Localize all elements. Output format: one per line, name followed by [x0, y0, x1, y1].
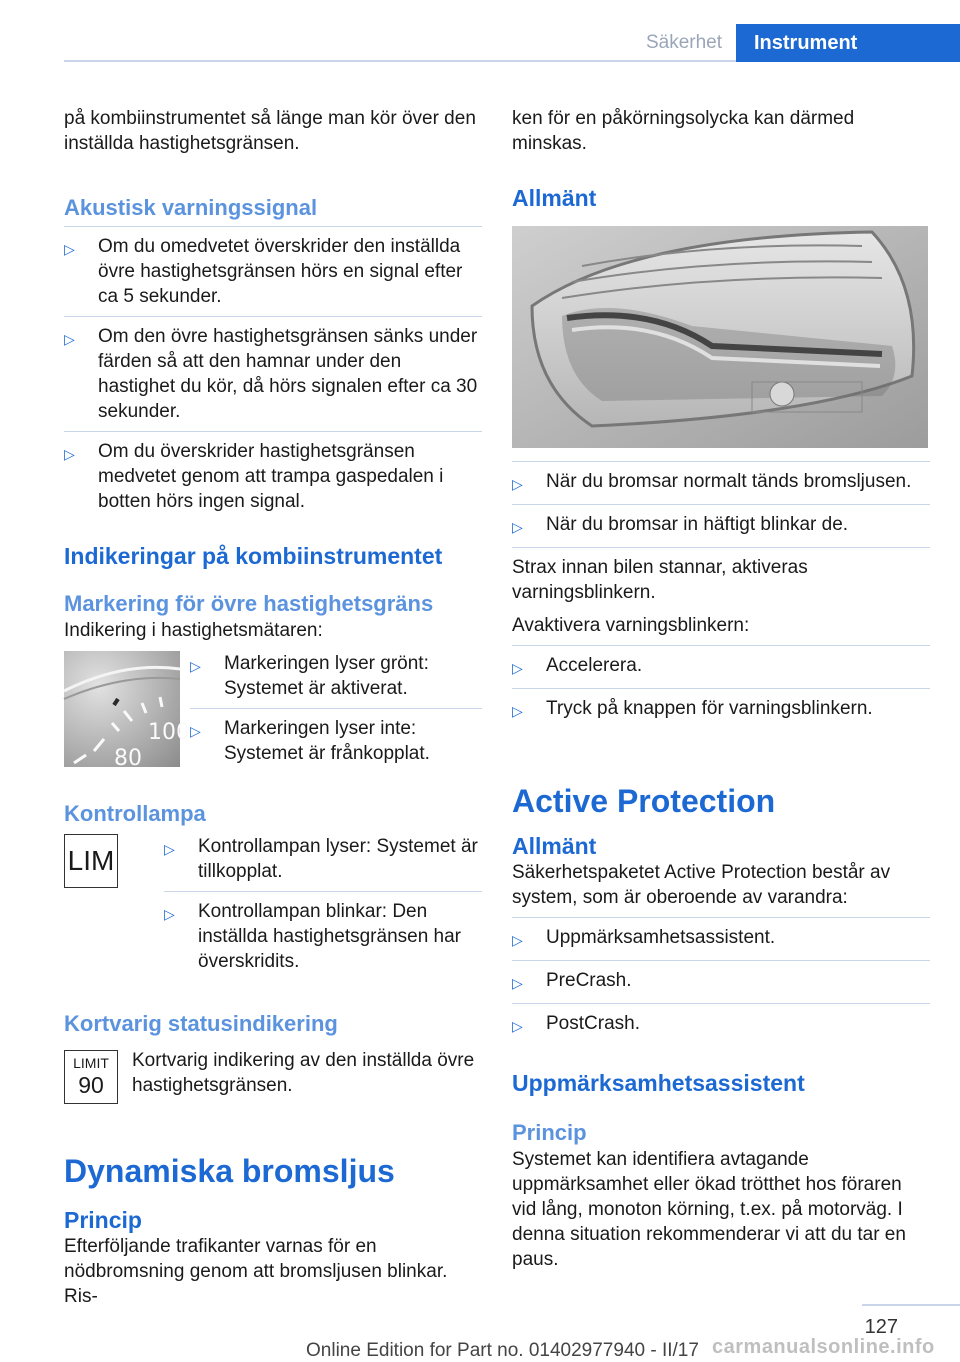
triangle-bullet-icon: ▷	[164, 841, 175, 857]
heading-allmant-2: Allmänt	[512, 833, 597, 859]
footer-rule	[862, 1304, 960, 1306]
list-item: ▷ Om du omedvetet överskrider den inställda övre hastighetsgränsen hörs en signal efter ca 5 sekunder.	[64, 236, 463, 307]
divider	[512, 645, 930, 646]
kontrollampa-block	[64, 834, 482, 974]
heading-akustisk: Akustisk varningssignal	[64, 195, 318, 220]
list-item: ▷ PostCrash.	[512, 1011, 930, 1039]
triangle-bullet-icon: ▷	[190, 658, 201, 674]
list-item: ▷ När du bromsar normalt tänds bromsljusen.	[512, 469, 930, 497]
list-item: ▷ Tryck på knappen för varningsblinkern.	[512, 696, 930, 724]
page-number: 127	[864, 1316, 898, 1338]
triangle-bullet-icon: ▷	[512, 703, 523, 719]
heading-indikeringar: Indikeringar på kombiinstrumentet	[64, 543, 443, 569]
active-text: Säkerhetspaketet Active Protection består av system, som är oberoende av varandra:	[512, 862, 891, 908]
divider	[512, 688, 930, 689]
triangle-bullet-icon: ▷	[164, 906, 175, 922]
speedometer-image	[64, 651, 190, 772]
tab-instrument[interactable]: Instrument	[736, 24, 960, 62]
gauge-label-80: 80	[114, 746, 142, 771]
list-item: ▷ PreCrash.	[512, 968, 930, 996]
list-item: ▷ Markeringen lyser grönt: Systemet är aktiverat.	[190, 653, 429, 699]
divider	[512, 960, 930, 961]
tab-sakerhet[interactable]: Säkerhet	[645, 32, 722, 53]
divider	[512, 1003, 930, 1004]
limit-90-indicator-icon: LIMIT 90	[64, 1050, 132, 1104]
markering-text: Indikering i hastighetsmätaren:	[64, 620, 323, 641]
markering-block	[64, 651, 482, 772]
list-item: ▷ Om den övre hastighetsgränsen sänks under färden så att den hamnar under den hastighet du kör, då hörs signalen efter ca 30 sekunder.	[64, 326, 478, 422]
left-column	[64, 100, 482, 1309]
heading-markering: Markering för övre hastighetsgräns	[64, 591, 434, 616]
triangle-bullet-icon: ▷	[64, 331, 75, 347]
list-item: ▷ Markeringen lyser inte: Systemet är frånkopplat.	[190, 718, 430, 764]
triangle-bullet-icon: ▷	[512, 975, 523, 991]
heading-kortvarig: Kortvarig statusindikering	[64, 1011, 338, 1036]
lim-indicator-icon: LIM	[64, 834, 164, 974]
continuation-text: ken för en påkörningsolycka kan därmed minskas.	[512, 108, 855, 154]
list-item: ▷ Kontrollampan lyser: Systemet är tillkopplat.	[164, 836, 478, 882]
kortvarig-text: Kortvarig indikering av den inställda övre hastighetsgränsen.	[132, 1050, 475, 1096]
header-rule	[64, 60, 736, 62]
footer-edition: Online Edition for Part no. 01402977940 - II/17	[306, 1340, 699, 1361]
triangle-bullet-icon: ▷	[512, 932, 523, 948]
gauge-label-100: 100	[148, 720, 190, 745]
divider	[64, 316, 482, 317]
heading-uppmarksamhetsassistent: Uppmärksamhetsassistent	[512, 1070, 805, 1096]
list-item: ▷ Kontrollampan blinkar: Den inställda hastighetsgränsen har överskridits.	[164, 901, 462, 972]
divider	[512, 504, 930, 505]
triangle-bullet-icon: ▷	[512, 660, 523, 676]
divider	[512, 461, 930, 462]
avaktivera-text: Avaktivera varningsblinkern:	[512, 615, 750, 636]
heading-princip-2: Princip	[512, 1120, 587, 1145]
triangle-bullet-icon: ▷	[512, 1018, 523, 1034]
heading-kontrollampa: Kontrollampa	[64, 801, 206, 826]
right-column	[512, 100, 930, 1272]
divider	[190, 708, 482, 709]
strax-text: Strax innan bilen stannar, aktiveras varningsblinkern.	[512, 557, 808, 603]
heading-dynamiska-bromsljus: Dynamiska bromsljus	[64, 1153, 395, 1189]
heading-active-protection: Active Protection	[512, 783, 776, 819]
divider	[64, 431, 482, 432]
brake-light-image	[512, 226, 930, 453]
list-item: ▷ Accelerera.	[512, 653, 930, 681]
triangle-bullet-icon: ▷	[64, 446, 75, 462]
intro-text: på kombiinstrumentet så länge man kör över den inställda hastighetsgränsen.	[64, 108, 476, 154]
heading-princip: Princip	[64, 1207, 142, 1233]
divider	[512, 547, 930, 548]
triangle-bullet-icon: ▷	[512, 519, 523, 535]
triangle-bullet-icon: ▷	[190, 723, 201, 739]
princip-text: Efterföljande trafikanter varnas för en nödbromsning genom att bromsljusen blinkar. Ris-	[64, 1236, 448, 1307]
divider	[64, 226, 482, 227]
list-item: ▷ När du bromsar in häftigt blinkar de.	[512, 512, 930, 540]
uppm-text: Systemet kan identifiera avtagande uppmärksamhet eller ökad trötthet hos föraren vid lång, monoton körning, t.ex. på motorväg. I denna situation rekommenderar vi att du tar en paus.	[512, 1149, 906, 1270]
heading-allmant: Allmänt	[512, 185, 597, 211]
divider	[512, 917, 930, 918]
divider	[164, 891, 482, 892]
list-item: ▷ Om du överskrider hastighetsgränsen medvetet genom att trampa gaspedalen i botten hörs ingen signal.	[64, 441, 444, 512]
triangle-bullet-icon: ▷	[64, 241, 75, 257]
kortvarig-block	[64, 1050, 482, 1104]
list-item: ▷ Uppmärksamhetsassistent.	[512, 925, 930, 953]
triangle-bullet-icon: ▷	[512, 476, 523, 492]
watermark: carmanualsonline.info	[712, 1336, 935, 1358]
